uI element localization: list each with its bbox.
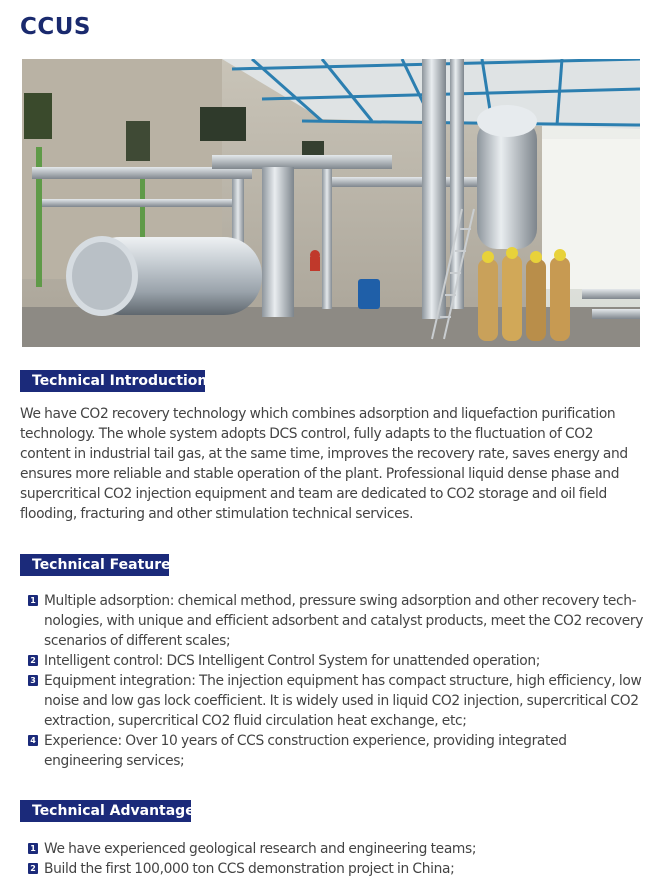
list-item-text: Experience: Over 10 years of CCS construction experience, providing integrated engineering services; <box>44 733 567 769</box>
number-badge: 1 <box>28 843 38 854</box>
number-badge: 4 <box>28 735 38 746</box>
section-label-advantages: Technical Advantages <box>20 800 191 822</box>
number-badge: 2 <box>28 863 38 874</box>
number-badge: 1 <box>28 595 38 606</box>
list-item-text: Intelligent control: DCS Intelligent Control System for unattended operation; <box>44 653 541 669</box>
advantages-list <box>20 839 644 879</box>
list-item <box>20 671 644 731</box>
introduction-text: We have CO2 recovery technology which combines adsorption and liquefaction purification technology. The whole system adopts DCS control, fully adapts to the fluctuation of CO2 content in industrial tail gas, at the same time, improves the recovery rate, saves energy and ensures more reliable and stable operation of the plant. Professional liquid dense phase and supercritical CO2 injection equipment and team are dedicated to CO2 storage and oil field flooding, fracturing and other stimulation technical services. <box>20 406 628 522</box>
list-item <box>20 839 644 859</box>
list-item-text: Multiple adsorption: chemical method, pressure swing adsorption and other recovery tech-nologies, with unique and efficient adsorbent and catalyst products, meet the CO2 recovery scenarios of different scales; <box>44 593 644 649</box>
list-item-text: Equipment integration: The injection equipment has compact structure, high efficiency, low noise and low gas lock coefficient. It is widely used in liquid CO2 injection, supercritical CO2 extraction, supercritical CO2 fluid circulation heat exchange, etc; <box>44 673 642 729</box>
list-item-text: Build the first 100,000 ton CCS demonstration project in China; <box>44 861 455 877</box>
co2-recovery-plant-photo <box>22 59 640 347</box>
list-item <box>20 651 644 671</box>
page-title: CCUS <box>20 14 91 40</box>
list-item <box>20 859 644 879</box>
features-list <box>20 591 644 771</box>
section-label-features: Technical Features <box>20 554 169 576</box>
list-item <box>20 591 644 651</box>
list-item-text: We have experienced geological research and engineering teams; <box>44 841 477 857</box>
list-item <box>20 731 644 771</box>
number-badge: 3 <box>28 675 38 686</box>
number-badge: 2 <box>28 655 38 666</box>
section-label-introduction: Technical Introduction <box>20 370 205 392</box>
